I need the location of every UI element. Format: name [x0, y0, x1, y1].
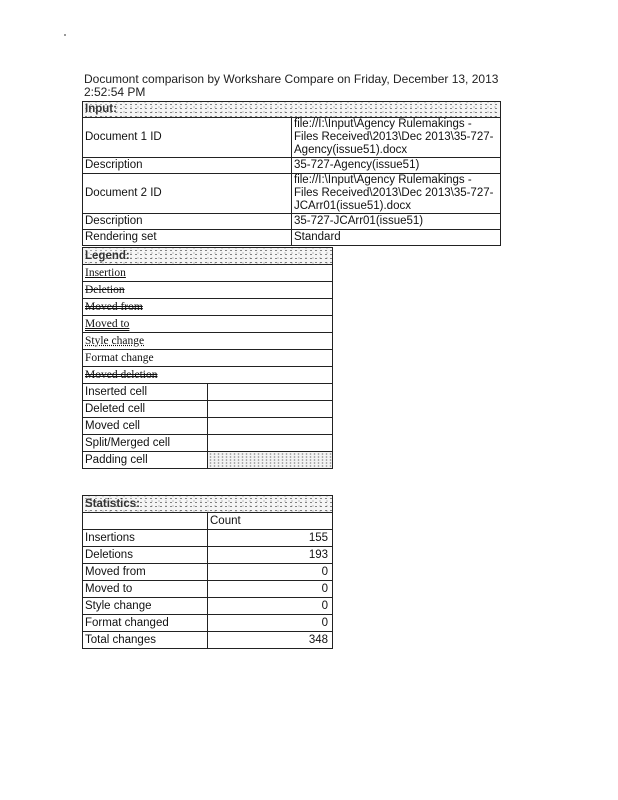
statistics-table: [82, 495, 333, 649]
stats-header-row: [83, 513, 333, 530]
input-header: Input:: [83, 102, 501, 118]
stat-label: Moved from: [83, 564, 208, 581]
stat-count: 0: [208, 581, 333, 598]
row-label: Description: [83, 158, 292, 174]
stat-label: Style change: [83, 598, 208, 615]
legend-row: [83, 435, 333, 452]
legend-deleted-cell: Deleted cell: [83, 401, 208, 418]
table-row: [83, 174, 501, 214]
row-value: file://I:\Input\Agency Rulemakings - Files Received\2013\Dec 2013\35-727-Agency(issue51).docx: [292, 118, 501, 158]
stat-count: 193: [208, 547, 333, 564]
legend-row: [83, 333, 333, 350]
legend-moved-cell: Moved cell: [83, 418, 208, 435]
row-label: Document 1 ID: [83, 118, 292, 158]
legend-row: [83, 367, 333, 384]
table-row: [83, 118, 501, 158]
stat-count: 0: [208, 615, 333, 632]
stat-label: Total changes: [83, 632, 208, 649]
stat-label: Moved to: [83, 581, 208, 598]
legend-header: Legend:: [83, 248, 333, 265]
blank-cell: [83, 513, 208, 530]
legend-row: [83, 452, 333, 469]
legend-inserted-cell: Inserted cell: [83, 384, 208, 401]
comparison-heading: Documont comparison by Workshare Compare on Friday, December 13, 2013 2:52:54 PM: [84, 72, 499, 99]
table-row: [83, 615, 333, 632]
legend-moved-deletion: Moved deletion: [83, 367, 333, 384]
legend-row: [83, 299, 333, 316]
stat-count: 155: [208, 530, 333, 547]
count-header: Count: [208, 513, 333, 530]
row-label: Rendering set: [83, 230, 292, 246]
stat-label: Insertions: [83, 530, 208, 547]
legend-deletion: Deletion: [83, 282, 333, 299]
padding-cell-swatch: [208, 452, 333, 469]
scan-speck: [64, 34, 66, 36]
row-value: Standard: [292, 230, 501, 246]
row-value: 35-727-JCArr01(issue51): [292, 214, 501, 230]
table-row: [83, 598, 333, 615]
stat-label: Deletions: [83, 547, 208, 564]
row-label: Description: [83, 214, 292, 230]
table-row: [83, 158, 501, 174]
legend-row: [83, 316, 333, 333]
legend-padding-cell: Padding cell: [83, 452, 208, 469]
row-value: 35-727-Agency(issue51): [292, 158, 501, 174]
table-row: [83, 530, 333, 547]
table-row: [83, 547, 333, 564]
legend-row: [83, 282, 333, 299]
stat-count: 348: [208, 632, 333, 649]
legend-moved-to: Moved to: [83, 316, 333, 333]
stat-count: 0: [208, 598, 333, 615]
legend-moved-from: Moved from: [83, 299, 333, 316]
legend-row: [83, 418, 333, 435]
table-row: [83, 230, 501, 246]
legend-row: [83, 401, 333, 418]
row-value: file://I:\Input\Agency Rulemakings - Files Received\2013\Dec 2013\35-727-JCArr01(issue51).docx: [292, 174, 501, 214]
legend-split-merged-cell: Split/Merged cell: [83, 435, 208, 452]
table-row: [83, 564, 333, 581]
inserted-cell-swatch: [208, 384, 333, 401]
stat-label: Format changed: [83, 615, 208, 632]
row-label: Document 2 ID: [83, 174, 292, 214]
legend-table: [82, 247, 333, 469]
legend-row: [83, 350, 333, 367]
legend-insertion: Insertion: [83, 265, 333, 282]
statistics-header: Statistics:: [83, 496, 333, 513]
stat-count: 0: [208, 564, 333, 581]
split-merged-cell-swatch: [208, 435, 333, 452]
moved-cell-swatch: [208, 418, 333, 435]
table-row: [83, 581, 333, 598]
legend-format-change: Format change: [83, 350, 333, 367]
table-row: [83, 632, 333, 649]
input-table: [82, 101, 501, 246]
legend-row: [83, 265, 333, 282]
legend-style-change: Style change: [83, 333, 333, 350]
deleted-cell-swatch: [208, 401, 333, 418]
table-row: [83, 214, 501, 230]
legend-row: [83, 384, 333, 401]
